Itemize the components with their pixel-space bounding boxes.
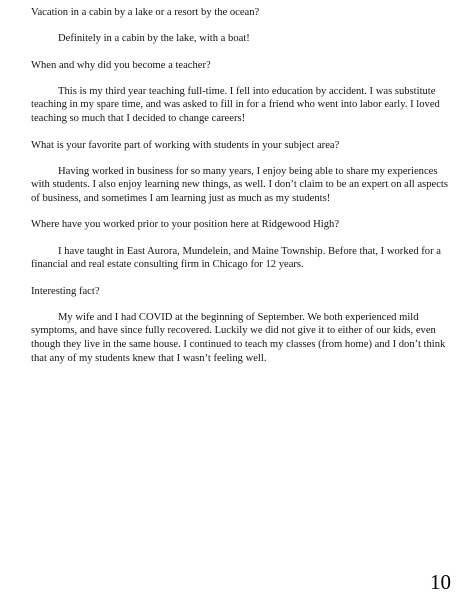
answer-favorite-part: Having worked in business for so many years, I enjoy being able to share my experiences with students. I also enjoy learning new things, as well. I don’t claim to be an expert on all aspects of business, and sometimes I am learning just as much as my students!	[31, 165, 448, 204]
question-prior-work: Where have you worked prior to your position here at Ridgewood High?	[31, 219, 340, 231]
answer-prior-work: I have taught in East Aurora, Mundelein, and Maine Township. Before that, I worked for a financial and real estate consulting firm in Chicago for 12 years.	[31, 245, 441, 271]
question-favorite-part: What is your favorite part of working with students in your subject area?	[31, 139, 340, 151]
question-interesting-fact: Interesting fact?	[31, 285, 100, 297]
question-become-teacher: When and why did you become a teacher?	[31, 59, 211, 71]
question-vacation: Vacation in a cabin by a lake or a resort by the ocean?	[31, 7, 260, 18]
page-number: 10	[430, 570, 451, 594]
answer-interesting-fact: My wife and I had COVID at the beginning of September. We both experienced mild symptoms, and have since fully recovered. Luckily we did not give it to either of our kids, even though they live in the same house. I continued to teach my classes (from home) and I don’t think that any of my students knew that I wasn’t feeling well.	[31, 311, 446, 364]
answer-vacation: Definitely in a cabin by the lake, with a boat!	[58, 33, 250, 45]
answer-become-teacher: This is my third year teaching full-time. I fell into education by accident. I was substitute teaching in my spare time, and was asked to fill in for a friend who went into labor early. I loved teaching so much that I decided to change careers!	[31, 85, 440, 124]
interview-content	[31, 6, 449, 378]
